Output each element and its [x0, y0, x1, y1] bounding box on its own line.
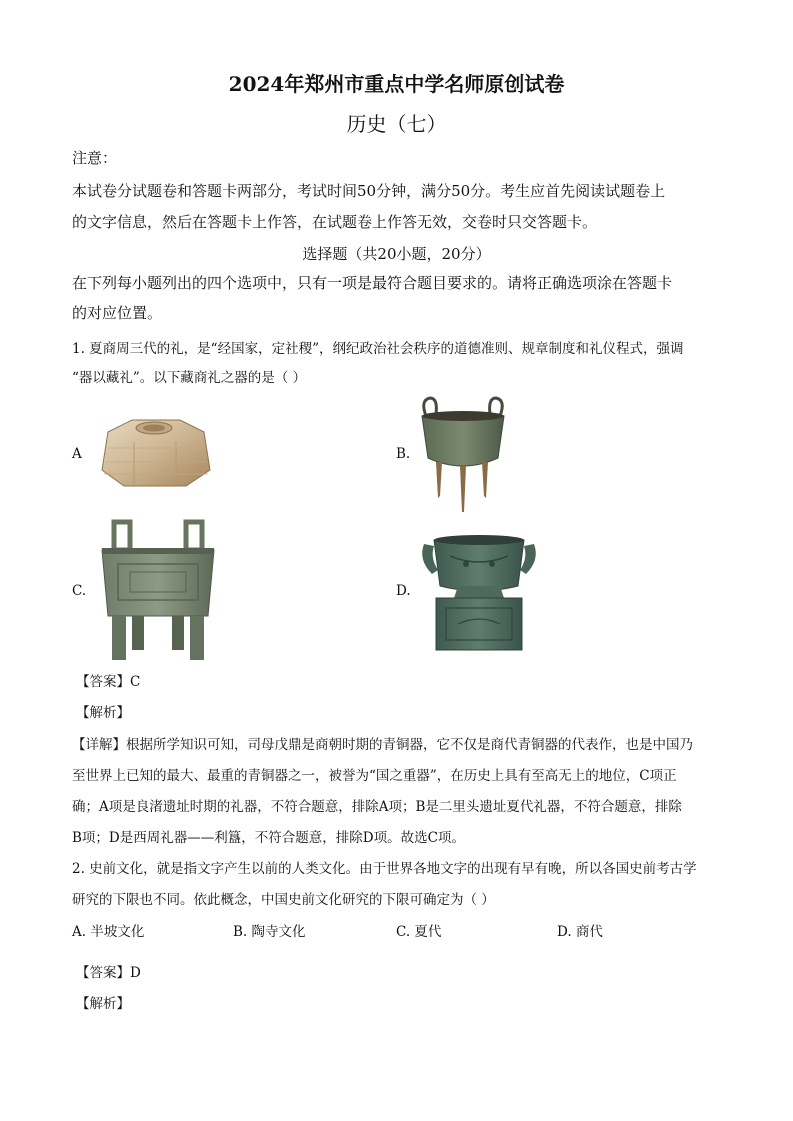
section-instruction-2: 的对应位置。 [72, 304, 163, 322]
q2-option-d: D. 商代 [557, 924, 603, 940]
q1-stem-line-1: 1. 夏商周三代的礼，是“经国家，定社稷”，纲纪政治社会秩序的道德准则、规章制度和礼仪程式，强调 [72, 341, 684, 357]
q1-option-d-label: D. [396, 583, 411, 599]
jade-cong-image [94, 412, 216, 492]
notice-line-1: 本试卷分试题卷和答题卡两部分，考试时间50分钟，满分50分。考生应首先阅读试题卷上 [72, 182, 666, 200]
simuwu-ding-image [96, 520, 220, 663]
notice-line-2: 的文字信息，然后在答题卡上作答，在试题卷上作答无效，交卷时只交答题卡。 [72, 213, 598, 231]
q1-answer: 【答案】C [76, 674, 141, 690]
q2-option-a: A. 半坡文化 [72, 924, 145, 940]
bronze-tripod-image [416, 396, 510, 514]
section-instruction-1: 在下列每小题列出的四个选项中，只有一项是最符合题目要求的。请将正确选项涂在答题卡 [72, 274, 673, 292]
section-heading: 选择题（共20小题，20分） [302, 245, 491, 263]
q2-option-c: C. 夏代 [396, 924, 442, 940]
q2-analysis-label: 【解析】 [76, 996, 130, 1012]
q1-option-c-label: C. [72, 583, 87, 599]
q1-detail-line-2: 至世界上已知的最大、最重的青铜器之一，被誉为“国之重器”，在历史上具有至高无上的地位，C项正 [72, 768, 677, 784]
q1-option-b-label: B. [396, 446, 411, 462]
q1-option-a-label: A [72, 446, 82, 462]
q2-answer: 【答案】D [76, 965, 141, 981]
q2-stem-line-2: 研究的下限也不同。依此概念，中国史前文化研究的下限可确定为（ ） [72, 892, 495, 908]
exam-title: 2024年郑州市重点中学名师原创试卷 [228, 72, 565, 96]
q1-stem-line-2: “器以藏礼”。以下藏商礼之器的是（ ） [72, 370, 307, 386]
q2-stem-line-1: 2. 史前文化，就是指文字产生以前的人类文化。由于世界各地文字的出现有早有晚，所以各国史前考古学 [72, 861, 697, 877]
q2-option-b: B. 陶寺文化 [233, 924, 306, 940]
notice-label: 注意： [72, 149, 118, 167]
q1-detail-line-4: B项；D是西周礼器——利簋，不符合题意，排除D项。故选C项。 [72, 830, 465, 846]
q1-detail-line-1: 【详解】根据所学知识可知，司母戊鼎是商朝时期的青铜器，它不仅是商代青铜器的代表作，也是中国乃 [72, 737, 693, 753]
exam-subtitle: 历史（七） [346, 112, 447, 136]
li-gui-image [418, 530, 540, 652]
q1-analysis-label: 【解析】 [76, 705, 130, 721]
q1-detail-line-3: 确；A项是良渚遗址时期的礼器，不符合题意，排除A项；B是二里头遗址夏代礼器，不符合题意，排除 [72, 799, 682, 815]
